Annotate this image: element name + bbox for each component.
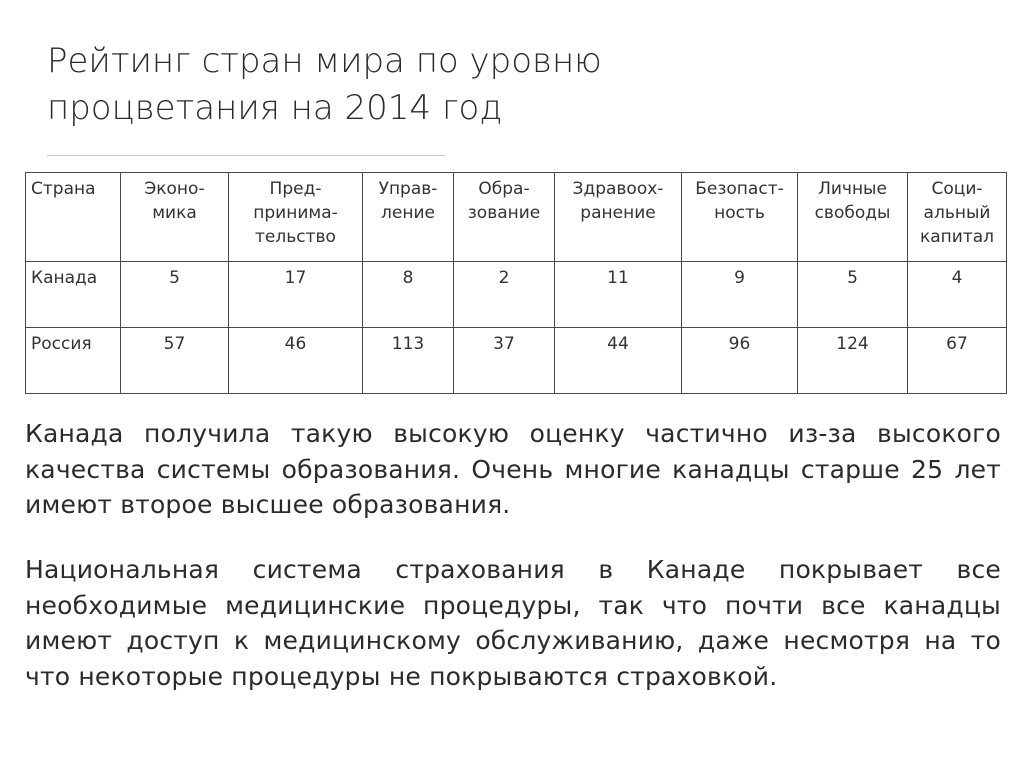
header-health: Здравоох- ранение <box>555 173 682 262</box>
cell-country: Россия <box>26 328 121 394</box>
title-divider <box>47 155 445 156</box>
cell-economy: 57 <box>121 328 229 394</box>
ratings-table <box>25 172 1007 394</box>
cell-governance: 113 <box>363 328 454 394</box>
cell-country: Канада <box>26 262 121 328</box>
header-education: Обра- зование <box>454 173 555 262</box>
cell-social-capital: 67 <box>908 328 1007 394</box>
header-country: Страна <box>26 173 121 262</box>
title-line-2: процветания на 2014 год <box>47 88 503 128</box>
header-economy: Эконо- мика <box>121 173 229 262</box>
table-header-row <box>26 173 1007 262</box>
cell-education: 37 <box>454 328 555 394</box>
paragraph-education: Канада получила такую высокую оценку частично из-за высокого качества системы образования. Очень многие канадцы старше 25 лет имеют второе высшее образования. <box>25 419 1001 519</box>
table-row <box>26 262 1007 328</box>
header-social-capital: Соци- альный капитал <box>908 173 1007 262</box>
cell-personal-freedom: 5 <box>798 262 908 328</box>
cell-entrepreneurship: 17 <box>229 262 363 328</box>
cell-health: 44 <box>555 328 682 394</box>
cell-personal-freedom: 124 <box>798 328 908 394</box>
cell-economy: 5 <box>121 262 229 328</box>
cell-entrepreneurship: 46 <box>229 328 363 394</box>
cell-safety: 96 <box>682 328 798 394</box>
title-line-1: Рейтинг стран мира по уровню <box>47 41 602 81</box>
cell-safety: 9 <box>682 262 798 328</box>
cell-health: 11 <box>555 262 682 328</box>
cell-governance: 8 <box>363 262 454 328</box>
table-row <box>26 328 1007 394</box>
header-entrepreneurship: Пред- принима- тельство <box>229 173 363 262</box>
paragraph-insurance: Национальная система страхования в Канаде покрывает все необходимые медицинские процедуры, так что почти все канадцы имеют доступ к медицинскому обслуживанию, даже несмотря на то что некоторые процедуры не покрываются страховкой. <box>25 555 1001 691</box>
cell-education: 2 <box>454 262 555 328</box>
cell-social-capital: 4 <box>908 262 1007 328</box>
header-safety: Безопаст- ность <box>682 173 798 262</box>
page-title <box>47 38 807 132</box>
header-personal-freedom: Личные свободы <box>798 173 908 262</box>
header-governance: Управ- ление <box>363 173 454 262</box>
